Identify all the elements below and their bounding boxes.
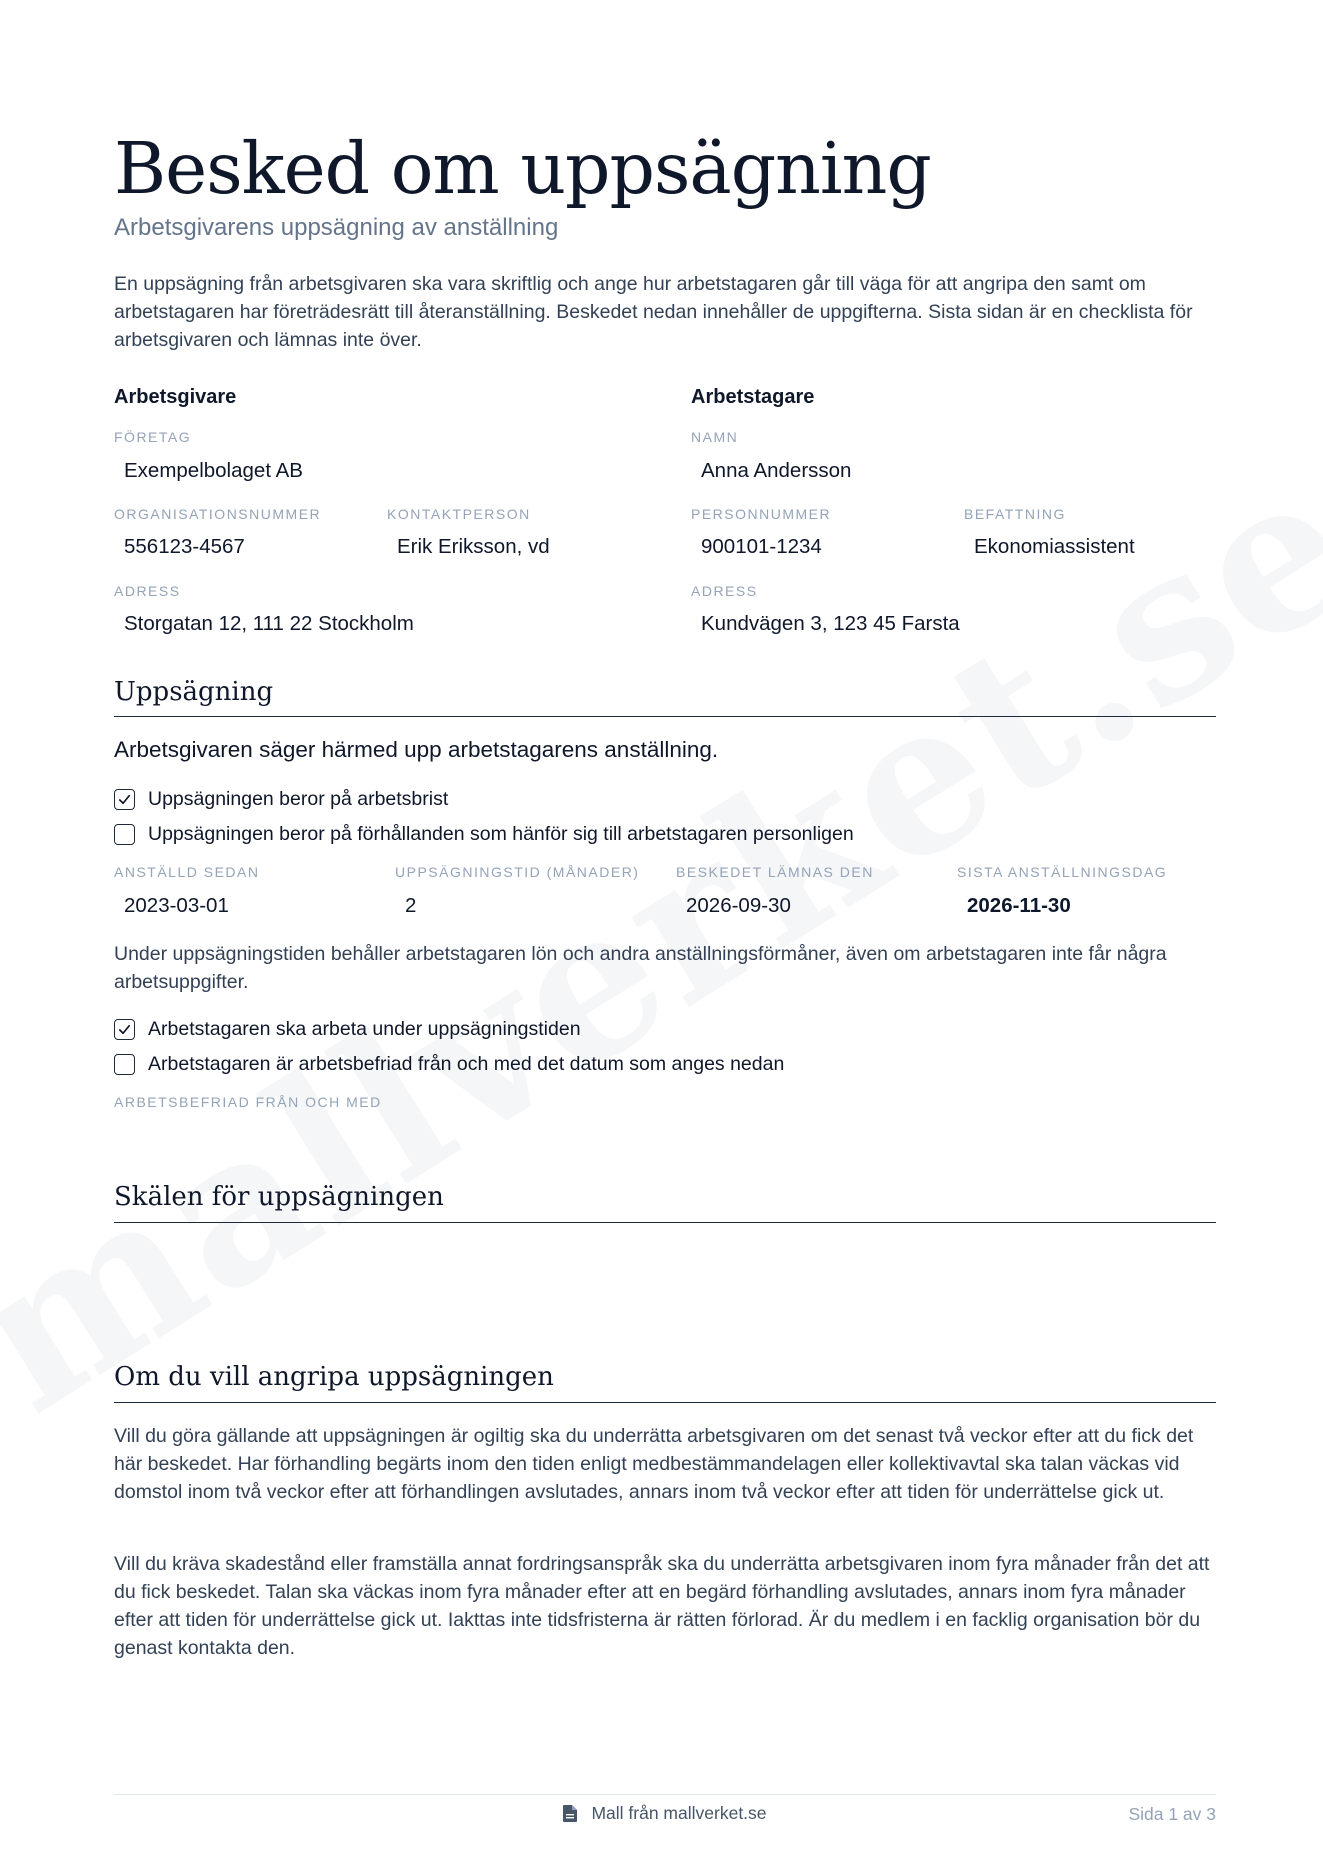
checkbox[interactable] [114,1019,135,1040]
last-day-label: SISTA ANSTÄLLNINGSDAG [957,864,1168,880]
intro-text: En uppsägning från arbetsgivaren ska vara skriftlig och ange hur arbetstagaren går till väga för att angripa den samt om arbetstagaren har företrädesrätt till återanställning. Beskedet nedan innehåller de uppgifterna. Sista sidan är en checklista för arbetsgivaren och lämnas inte över. [114,273,1193,351]
position-label: BEFATTNING [964,506,1066,522]
last-day-field[interactable]: 2026-11-30 [967,894,1071,917]
document-page [114,0,1216,1871]
document-icon [563,1805,577,1822]
notice-field[interactable]: 2 [405,894,417,917]
given-date-label: BESKEDET LÄMNAS DEN [676,864,874,880]
notice-info-text: Under uppsägningstiden behåller arbetstagaren lön och andra anställningsförmåner, även om arbetstagaren inte får några arbetsuppgifter. [114,943,1167,993]
reason-option-redundancy[interactable] [114,786,448,812]
checkbox[interactable] [114,824,135,845]
reason-option-personal[interactable] [114,821,854,847]
checkbox-label: Uppsägningen beror på förhållanden som hänför sig till arbetstagaren personligen [148,822,854,845]
employed-since-field[interactable]: 2023-03-01 [124,894,229,917]
name-label: NAMN [691,429,739,445]
termination-statement: Arbetsgivaren säger härmed upp arbetstagarens anställning. [114,737,719,762]
checkbox[interactable] [114,789,135,810]
checkbox-label: Arbetstagaren är arbetsbefriad från och med det datum som anges nedan [148,1052,785,1075]
contest-paragraph-1: Vill du göra gällande att uppsägningen är ogiltig ska du underrätta arbetsgivaren om det senast två veckor efter att du fick det här beskedet. Har förhandling begärts inom den tiden enligt medbestämmandelagen eller kollektivavtal ska talan väckas vid domstol inom två veckor efter att förhandlingen avslutades, annars inom två veckor efter att tiden för underrättelse gick ut. [114,1425,1194,1503]
termination-heading: Uppsägning [114,677,274,707]
employer-address-field[interactable]: Storgatan 12, 111 22 Stockholm [124,612,414,635]
contest-paragraph-2: Vill du kräva skadestånd eller framställa annat fordringsanspråk ska du underrätta arbetsgivaren inom fyra månader från det att du fick beskedet. Talan ska väckas inom fyra månader efter att en begärd förhandling avslutades, annars inom fyra månader efter att tiden för underrättelse gick ut. Iakttas inte tidsfristerna är rätten förlorad. Är du medlem i en facklig organisation bör du genast kontakta den. [114,1553,1210,1659]
pnr-field[interactable]: 900101-1234 [701,535,822,558]
work-option-released[interactable] [114,1051,784,1077]
given-date-field[interactable]: 2026-09-30 [686,894,791,917]
company-field[interactable]: Exempelbolaget AB [124,459,303,482]
company-label: FÖRETAG [114,429,192,445]
position-field[interactable]: Ekonomiassistent [974,535,1135,558]
released-from-label: ARBETSBEFRIAD FRÅN OCH MED [114,1094,382,1110]
checkbox-label: Arbetstagaren ska arbeta under uppsägningstiden [148,1017,581,1040]
document-title: Besked om uppsägning [114,127,931,210]
checkbox-label: Uppsägningen beror på arbetsbrist [148,787,449,810]
contact-field[interactable]: Erik Eriksson, vd [397,535,550,558]
contact-label: KONTAKTPERSON [387,506,531,522]
page-number: Sida 1 av 3 [1128,1804,1216,1824]
work-option-work[interactable] [114,1016,581,1042]
employee-address-field[interactable]: Kundvägen 3, 123 45 Farsta [701,612,960,635]
reasons-heading: Skälen för uppsägningen [114,1182,444,1212]
footer-text: Mall från mallverket.se [591,1803,767,1823]
pnr-label: PERSONNUMMER [691,506,832,522]
employee-address-label: ADRESS [691,583,758,599]
check-icon [117,1022,132,1037]
employer-heading: Arbetsgivare [114,386,237,408]
section-divider [114,1222,1216,1223]
orgnr-field[interactable]: 556123-4567 [124,535,245,558]
footer-source [114,1803,1216,1824]
document-subtitle: Arbetsgivarens uppsägning av anställning [114,214,559,241]
name-field[interactable]: Anna Andersson [701,459,852,482]
employer-address-label: ADRESS [114,583,181,599]
employed-since-label: ANSTÄLLD SEDAN [114,864,260,880]
checkbox[interactable] [114,1054,135,1075]
footer-divider [114,1794,1216,1795]
check-icon [117,792,132,807]
notice-label: UPPSÄGNINGSTID (MÅNADER) [395,864,640,880]
section-divider [114,1402,1216,1403]
section-divider [114,716,1216,717]
contest-heading: Om du vill angripa uppsägningen [114,1362,554,1392]
employee-heading: Arbetstagare [691,386,815,408]
orgnr-label: ORGANISATIONSNUMMER [114,506,322,522]
